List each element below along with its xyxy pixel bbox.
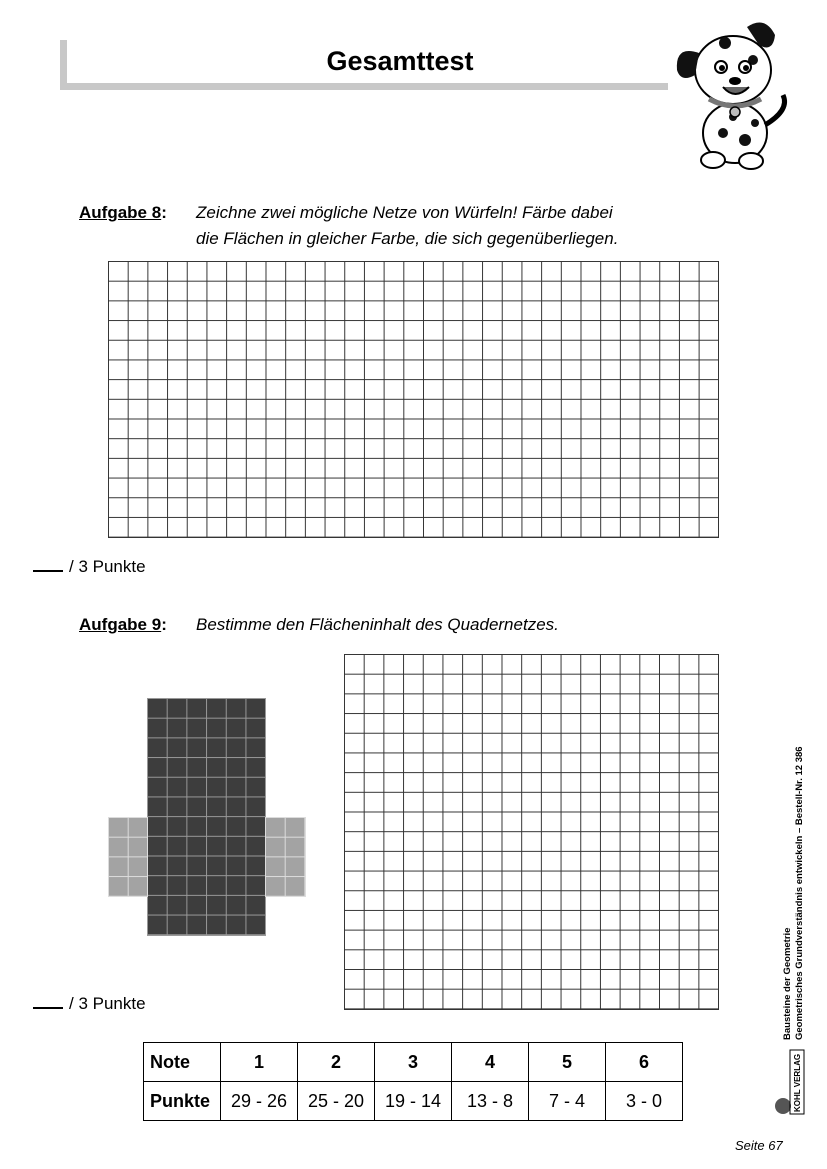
side-publisher-text — [782, 710, 822, 1040]
task9-points-blank[interactable] — [33, 993, 63, 1009]
grade-row-punkte — [144, 1082, 683, 1121]
page-number: Seite 67 — [735, 1138, 783, 1153]
task9-calculation-grid[interactable] — [344, 654, 719, 1010]
grade-table — [143, 1042, 683, 1121]
note-cell: 4 — [452, 1043, 529, 1082]
task8-drawing-grid[interactable] — [108, 261, 719, 538]
points-cell: 7 - 4 — [529, 1082, 606, 1121]
task8-line1: Zeichne zwei mögliche Netze von Würfeln! Färbe dabei — [196, 203, 613, 222]
task9-label: Aufgabe 9: — [79, 615, 167, 634]
grade-row-note — [144, 1043, 683, 1082]
points-cell: 25 - 20 — [298, 1082, 375, 1121]
verlag-logo-text: KOHL VERLAG — [793, 1053, 802, 1112]
points-cell: 13 - 8 — [452, 1082, 529, 1121]
task9-text: Bestimme den Flächeninhalt des Quadernetzes. — [196, 615, 559, 634]
kohl-verlag-logo — [773, 1048, 809, 1118]
note-cell: 6 — [606, 1043, 683, 1082]
note-cell: 3 — [375, 1043, 452, 1082]
cuboid-net-dark-faces — [147, 698, 266, 936]
dalmatian-mascot-illustration — [665, 15, 800, 175]
note-cell: 5 — [529, 1043, 606, 1082]
page-title: Gesamttest — [326, 46, 474, 76]
verlag-logo-icon — [773, 1048, 809, 1118]
task8-label: Aufgabe 8: — [79, 203, 167, 222]
points-cell: 3 - 0 — [606, 1082, 683, 1121]
points-cell: 19 - 14 — [375, 1082, 452, 1121]
grade-row-label: Punkte — [144, 1082, 221, 1121]
grade-row-label: Note — [144, 1043, 221, 1082]
cuboid-net-left-face — [108, 817, 148, 897]
task8-points-blank[interactable] — [33, 556, 63, 572]
task8-line2: die Flächen in gleicher Farbe, die sich gegenüberliegen. — [196, 229, 619, 248]
cuboid-net-right-face — [265, 817, 306, 897]
task9-points: / 3 Punkte — [33, 993, 146, 1014]
note-cell: 1 — [221, 1043, 298, 1082]
points-cell: 29 - 26 — [221, 1082, 298, 1121]
note-cell: 2 — [298, 1043, 375, 1082]
task8-points: / 3 Punkte — [33, 556, 146, 577]
side-line1: Bausteine der Geometrie — [782, 927, 793, 1040]
task8-text — [196, 200, 618, 252]
side-line2: Geometrisches Grundverständnis entwickeln – Bestell-Nr. 12 386 — [794, 746, 805, 1040]
